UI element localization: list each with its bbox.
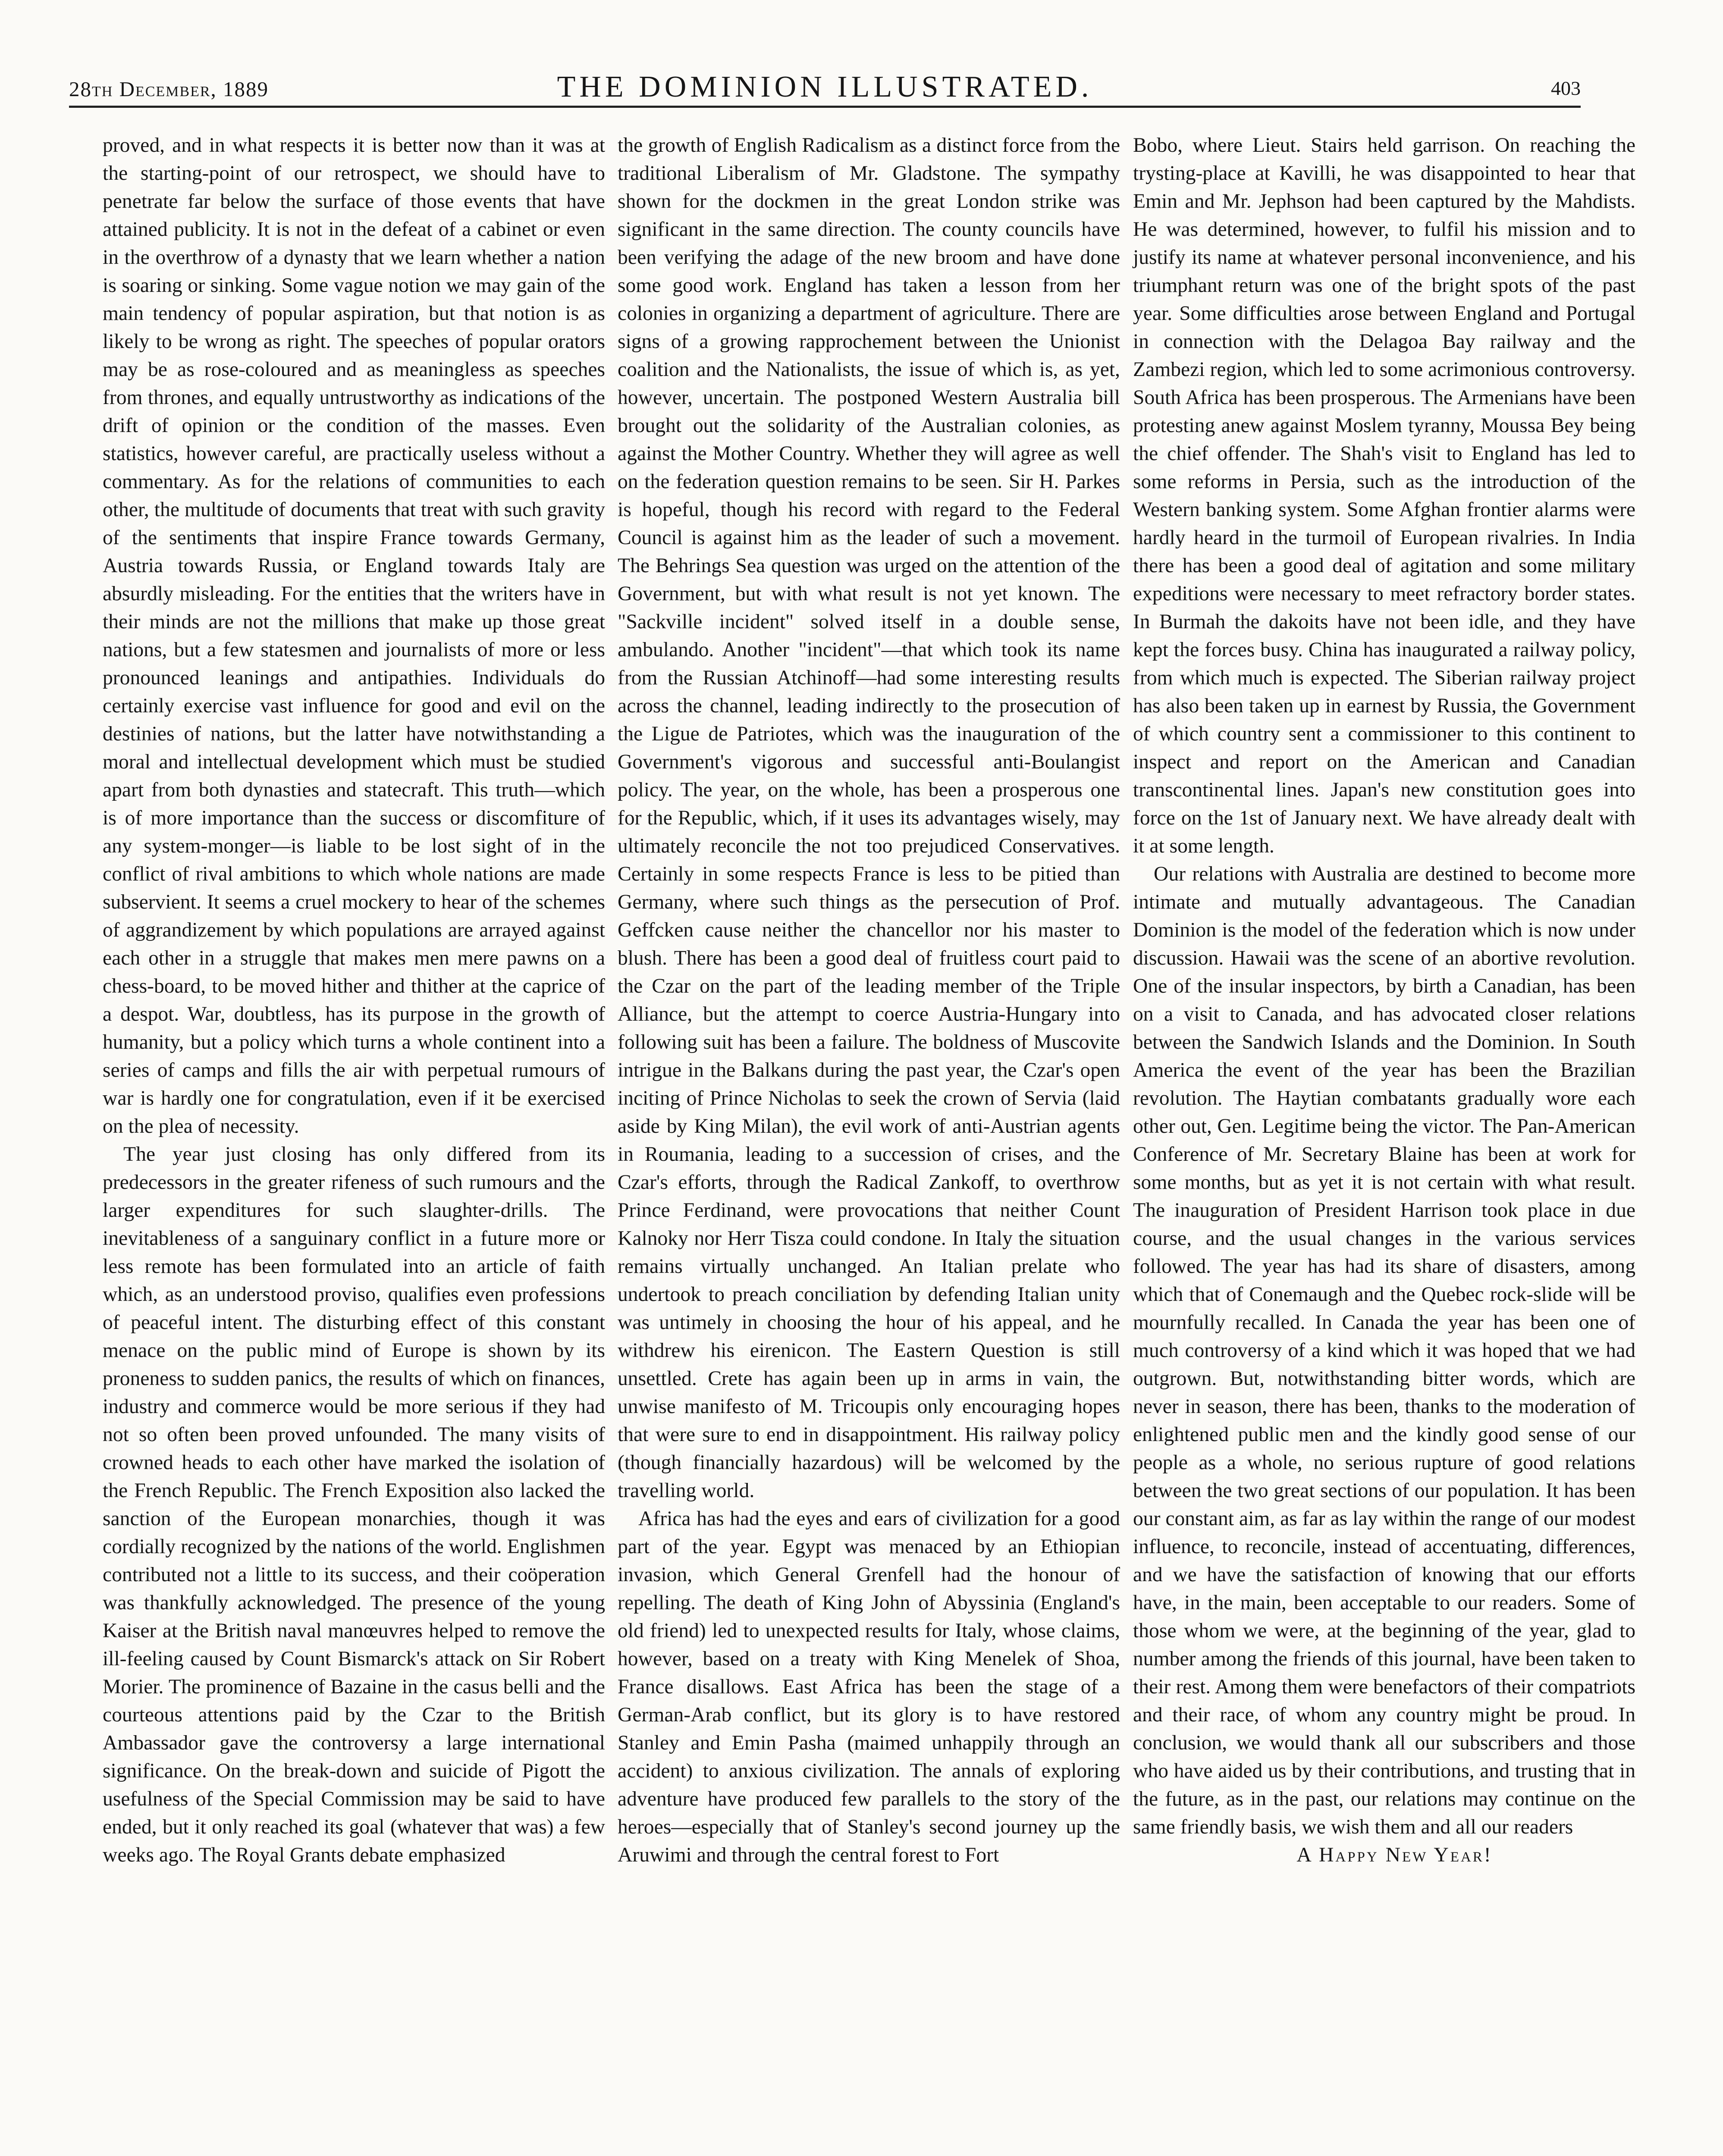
- paragraph: the growth of English Radicalism as a distinct force from the traditional Liberalism of Mr. Gladstone. The sympathy shown for the dockmen in the great London strike was significant in the same direction. The county councils have been verifying the adage of the new broom and have done some good work. England has taken a lesson from her colonies in organizing a department of agriculture. There are signs of a growing rapprochement between the Unionist coalition and the Nationalists, the issue of which is, as yet, however, uncertain. The postponed Western Australia bill brought out the solidarity of the Australian colonies, as against the Mother Country. Whether they will agree as well on the federation question remains to be seen. Sir H. Parkes is hopeful, though his record with regard to the Federal Council is against him as the leader of such a movement. The Behrings Sea question was urged on the attention of the Government, but with what result is not yet known. The "Sackville incident" solved itself in a double sense, ambulando. Another "incident"—that which took its name from the Russian Atchinoff—had some interesting results across the channel, leading indirectly to the prosecution of the Ligue de Patriotes, which was the inauguration of the Government's vigorous and successful anti-Boulangist policy. The year, on the whole, has been a prosperous one for the Republic, which, if it uses its advantages wisely, may ultimately reconcile the not too prejudiced Conservatives. Certainly in some respects France is less to be pitied than Germany, where such things as the persecution of Prof. Geffcken cause neither the chancellor nor his master to blush. There has been a good deal of fruitless court paid to the Czar on the part of the leading member of the Triple Alliance, but the attempt to coerce Austria-Hungary into following suit has been a failure. The boldness of Muscovite intrigue in the Balkans during the past year, the Czar's open inciting of Prince Nicholas to seek the crown of Servia (laid aside by King Milan), the evil work of anti-Austrian agents in Roumania, leading to a succession of crises, and the Czar's efforts, through the Radical Zankoff, to overthrow Prince Ferdinand, were provocations that neither Count Kalnoky nor Herr Tisza could condone. In Italy the situation remains virtually unchanged. An Italian prelate who undertook to preach conciliation by defending Italian unity was untimely in choosing the hour of his appeal, and he withdrew his eirenicon. The Eastern Question is still unsettled. Crete has again been up in arms in vain, the unwise manifesto of M. Tricoupis only encouraging hopes that were sure to end in disappointment. His railway policy (though financially hazardous) will be welcomed by the travelling world.: [618, 134, 1120, 1502]
- column-1: [103, 132, 605, 1869]
- paragraph: proved, and in what respects it is better now than it was at the starting-point of our retrospect, we should have to penetrate far below the surface of those events that have attained publicity. It is not in the defeat of a cabinet or even in the overthrow of a dynasty that we learn whether a nation is soaring or sinking. Some vague notion we may gain of the main tendency of popular aspiration, but that notion is as likely to be wrong as right. The speeches of popular orators may be as rose-coloured and as meaningless as speeches from thrones, and equally untrustworthy as indications of the drift of opinion or the condition of the masses. Even statistics, however careful, are practically useless without a commentary. As for the relations of communities to each other, the multitude of documents that treat with such gravity of the sentiments that inspire France towards Germany, Austria towards Russia, or England towards Italy are absurdly misleading. For the entities that the writers have in their minds are not the millions that make up those great nations, but a few statesmen and journalists of more or less pronounced leanings and antipathies. Individuals do certainly exercise vast influence for good and evil on the destinies of nations, but the latter have notwithstanding a moral and intellectual development which must be studied apart from both dynasties and statecraft. This truth—which is of more importance than the success or discomfiture of any system-monger—is liable to be lost sight of in the conflict of rival ambitions to which whole nations are made subservient. It seems a cruel mockery to hear of the schemes of aggrandizement by which populations are arrayed against each other in a struggle that makes men mere pawns on a chess-board, to be moved hither and thither at the caprice of a despot. War, doubtless, has its purpose in the growth of humanity, but a policy which turns a whole continent into a series of camps and fills the air with perpetual rumours of war is hardly one for congratulation, even if it be exercised on the plea of necessity.: [103, 134, 605, 1138]
- paragraph: Bobo, where Lieut. Stairs held garrison. On reaching the trysting-place at Kavilli, he was disappointed to hear that Emin and Mr. Jephson had been captured by the Mahdists. He was determined, however, to fulfil his mission and to justify its name at whatever personal inconvenience, and his triumphant return was one of the bright spots of the past year. Some difficulties arose between England and Portugal in connection with the Delagoa Bay railway and the Zambezi region, which led to some acrimonious controversy. South Africa has been prosperous. The Armenians have been protesting anew against Moslem tyranny, Moussa Bey being the chief offender. The Shah's visit to England has led to some reforms in Persia, such as the introduction of the Western banking system. Some Afghan frontier alarms were hardly heard in the turmoil of European rivalries. In India there has been a good deal of agitation and some military expeditions were necessary to meet refractory border states. In Burmah the dakoits have not been idle, and they have kept the forces busy. China has inaugurated a railway policy, from which much is expected. The Siberian railway project has also been taken up in earnest by Russia, the Government of which country sent a commissioner to this continent to inspect and report on the American and Canadian transcontinental lines. Japan's new constitution goes into force on the 1st of January next. We have already dealt with it at some length.: [1133, 134, 1635, 857]
- paragraph: The year just closing has only differed from its predecessors in the greater rifeness of such rumours and the larger expenditures for such slaughter-drills. The inevitableness of a sanguinary conflict in a future more or less remote has been formulated into an article of faith which, as an understood proviso, qualifies even professions of peaceful intent. The disturbing effect of this constant menace on the public mind of Europe is shown by its proneness to sudden panics, the results of which on finances, industry and commerce would be more serious if they had not so often been proved unfounded. The many visits of crowned heads to each other have marked the isolation of the French Republic. The French Exposition also lacked the sanction of the European monarchies, though it was cordially recognized by the nations of the world. Englishmen contributed not a little to its success, and their coöperation was thankfully acknowledged. The presence of the young Kaiser at the British naval manœuvres helped to remove the ill-feeling caused by Count Bismarck's attack on Sir Robert Morier. The prominence of Bazaine in the casus belli and the courteous attentions paid by the Czar to the British Ambassador gave the controversy a large international significance. On the break-down and suicide of Pigott the usefulness of the Special Commission may be said to have ended, but it only reached its goal (whatever that was) a few weeks ago. The Royal Grants debate emphasized: [103, 1143, 605, 1866]
- page-header: [69, 65, 1581, 108]
- paragraph: Africa has had the eyes and ears of civilization for a good part of the year. Egypt was menaced by an Ethiopian invasion, which General Grenfell had the honour of repelling. The death of King John of Abyssinia (England's old friend) led to unexpected results for Italy, whose claims, however, based on a treaty with King Menelek of Shoa, France disallows. East Africa has been the stage of a German-Arab conflict, but its glory is to have restored Stanley and Emin Pasha (maimed unhappily through an accident) to anxious civilization. The annals of exploring adventure have produced few parallels to the story of the heroes—especially that of Stanley's second journey up the Aruwimi and through the central forest to Fort: [618, 1507, 1120, 1866]
- header-rule: [69, 106, 1581, 108]
- column-3: [1133, 132, 1635, 1869]
- issue-date: 28th December, 1889: [69, 77, 269, 101]
- closing-greeting: A Happy New Year!: [1296, 1844, 1493, 1866]
- masthead: THE DOMINION ILLUSTRATED.: [557, 70, 1093, 103]
- page-number: 403: [1551, 77, 1581, 99]
- paragraph: Our relations with Australia are destined to become more intimate and mutually advantageous. The Canadian Dominion is the model of the federation which is now under discussion. Hawaii was the scene of an abortive revolution. One of the insular inspectors, by birth a Canadian, has been on a visit to Canada, and has advocated closer relations between the Sandwich Islands and the Dominion. In South America the event of the year has been the Brazilian revolution. The Haytian combatants gradually wore each other out, Gen. Legitime being the victor. The Pan-American Conference of Mr. Secretary Blaine has been at work for some months, but as yet it is not certain with what result. The inauguration of President Harrison took place in due course, and the usual changes in the various services followed. The year has had its share of disasters, among which that of Conemaugh and the Quebec rock-slide will be mournfully recalled. In Canada the year has been one of much controversy of a kind which it was hoped that we had outgrown. But, notwithstanding bitter words, which are never in season, there has been, thanks to the moderation of enlightened public men and the kindly good sense of our people as a whole, no serious rupture of good relations between the two great sections of our population. It has been our constant aim, as far as lay within the range of our modest influence, to reconcile, instead of accentuating, differences, and we have the satisfaction of knowing that our efforts have, in the main, been acceptable to our readers. Some of those whom we were, at the beginning of the year, glad to number among the friends of this journal, have been taken to their rest. Among them were benefactors of their compatriots and their race, of whom any country might be proud. In conclusion, we would thank all our subscribers and those who have aided us by their contributions, and trusting that in the future, as in the past, our relations may continue on the same friendly basis, we wish them and all our readers: [1133, 863, 1635, 1838]
- column-2: [618, 132, 1120, 1869]
